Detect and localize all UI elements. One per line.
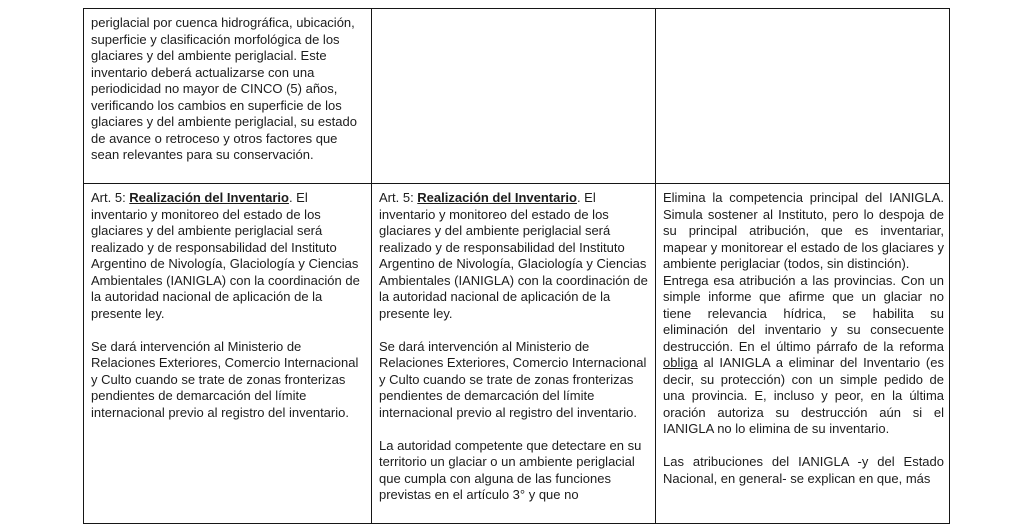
paragraph-atribuciones: Las atribuciones del IANIGLA -y del Estado Nacional, en general- se explican en que, más	[663, 454, 944, 486]
comparison-table	[83, 8, 950, 524]
commentary-text: Entrega esa atribución a las provincias. Con un simple informe que afirme que un glaciar no tiene relevancia hídrica, se habilita su eliminación del inventario y su consecuente destrucción. En el último párrafo de la reforma	[663, 272, 944, 354]
paragraph-intervencion: Se dará intervención al Ministerio de Relaciones Exteriores, Comercio Internacional y Culto cuando se trate de zonas fronterizas pendientes de demarcación del límite internacional previo al registro del inventario.	[379, 338, 647, 420]
paragraph-continuation: periglacial por cuenca hidrográfica, ubicación, superficie y clasificación morfológica de los glaciares y del ambiente periglacial. Este inventario deberá actualizarse con una periodicidad no mayor de CINCO (5) años, verificando los cambios en superficie de los glaciares y del ambiente periglacial, su estado de avance o retroceso y otros factores que sean relevantes para su conservación.	[91, 15, 357, 162]
table-row-art5	[84, 184, 950, 524]
cell-r2c2	[372, 184, 656, 524]
paragraph-autoridad: La autoridad competente que detectare en su territorio un glaciar o un ambiente periglacial que cumpla con alguna de las funciones previstas en el artículo 3° y que no	[379, 437, 642, 502]
cell-content	[663, 190, 944, 521]
paragraph-art5	[379, 190, 650, 322]
commentary-text: al IANIGLA a eliminar del Inventario (es decir, su protección) con un simple pedido de una provincia. E, incluso y peor, en la última oración autoriza su destrucción aún si el IANIGLA no lo elimina de su inventario.	[663, 355, 944, 436]
article-title: Realización del Inventario	[417, 190, 577, 205]
paragraph-intervencion: Se dará intervención al Ministerio de Relaciones Exteriores, Comercio Internacional y Culto cuando se trate de zonas fronterizas pendientes de demarcación del límite internacional previo al registro del inventario.	[91, 338, 359, 420]
cell-r1c2-empty	[372, 9, 656, 184]
article-number: Art. 5:	[91, 190, 130, 205]
article-title: Realización del Inventario	[129, 190, 289, 205]
paragraph-entrega	[663, 273, 944, 438]
cell-r1c1	[84, 9, 372, 184]
article-body: . El inventario y monitoreo del estado de los glaciares y del ambiente periglacial será realizado y de responsabilidad del Instituto Argentino de Nivología, Glaciología y Ciencias Ambientales (IANIGLA) con la coordinación de la autoridad nacional de aplicación de la presente ley.	[91, 190, 360, 321]
underlined-term: obliga	[663, 355, 698, 370]
cell-content	[379, 190, 650, 521]
paragraph-art5	[91, 190, 366, 322]
cell-r2c3	[656, 184, 950, 524]
cell-r2c1	[84, 184, 372, 524]
article-number: Art. 5:	[379, 190, 418, 205]
cell-r1c3-empty	[656, 9, 950, 184]
article-body: . El inventario y monitoreo del estado de los glaciares y del ambiente periglacial será realizado y de responsabilidad del Instituto Argentino de Nivología, Glaciología y Ciencias Ambientales (IANIGLA) con la coordinación de la autoridad nacional de aplicación de la presente ley.	[379, 190, 648, 321]
paragraph-elimina: Elimina la competencia principal del IANIGLA. Simula sostener al Instituto, pero lo despoja de su principal atribución, que es inventariar, mapear y monitorear el estado de los glaciares y ambiente periglaciar (todos, sin distinción).	[663, 190, 944, 271]
cell-content	[91, 15, 366, 164]
cell-content	[91, 190, 366, 521]
table-row-continuation	[84, 9, 950, 184]
